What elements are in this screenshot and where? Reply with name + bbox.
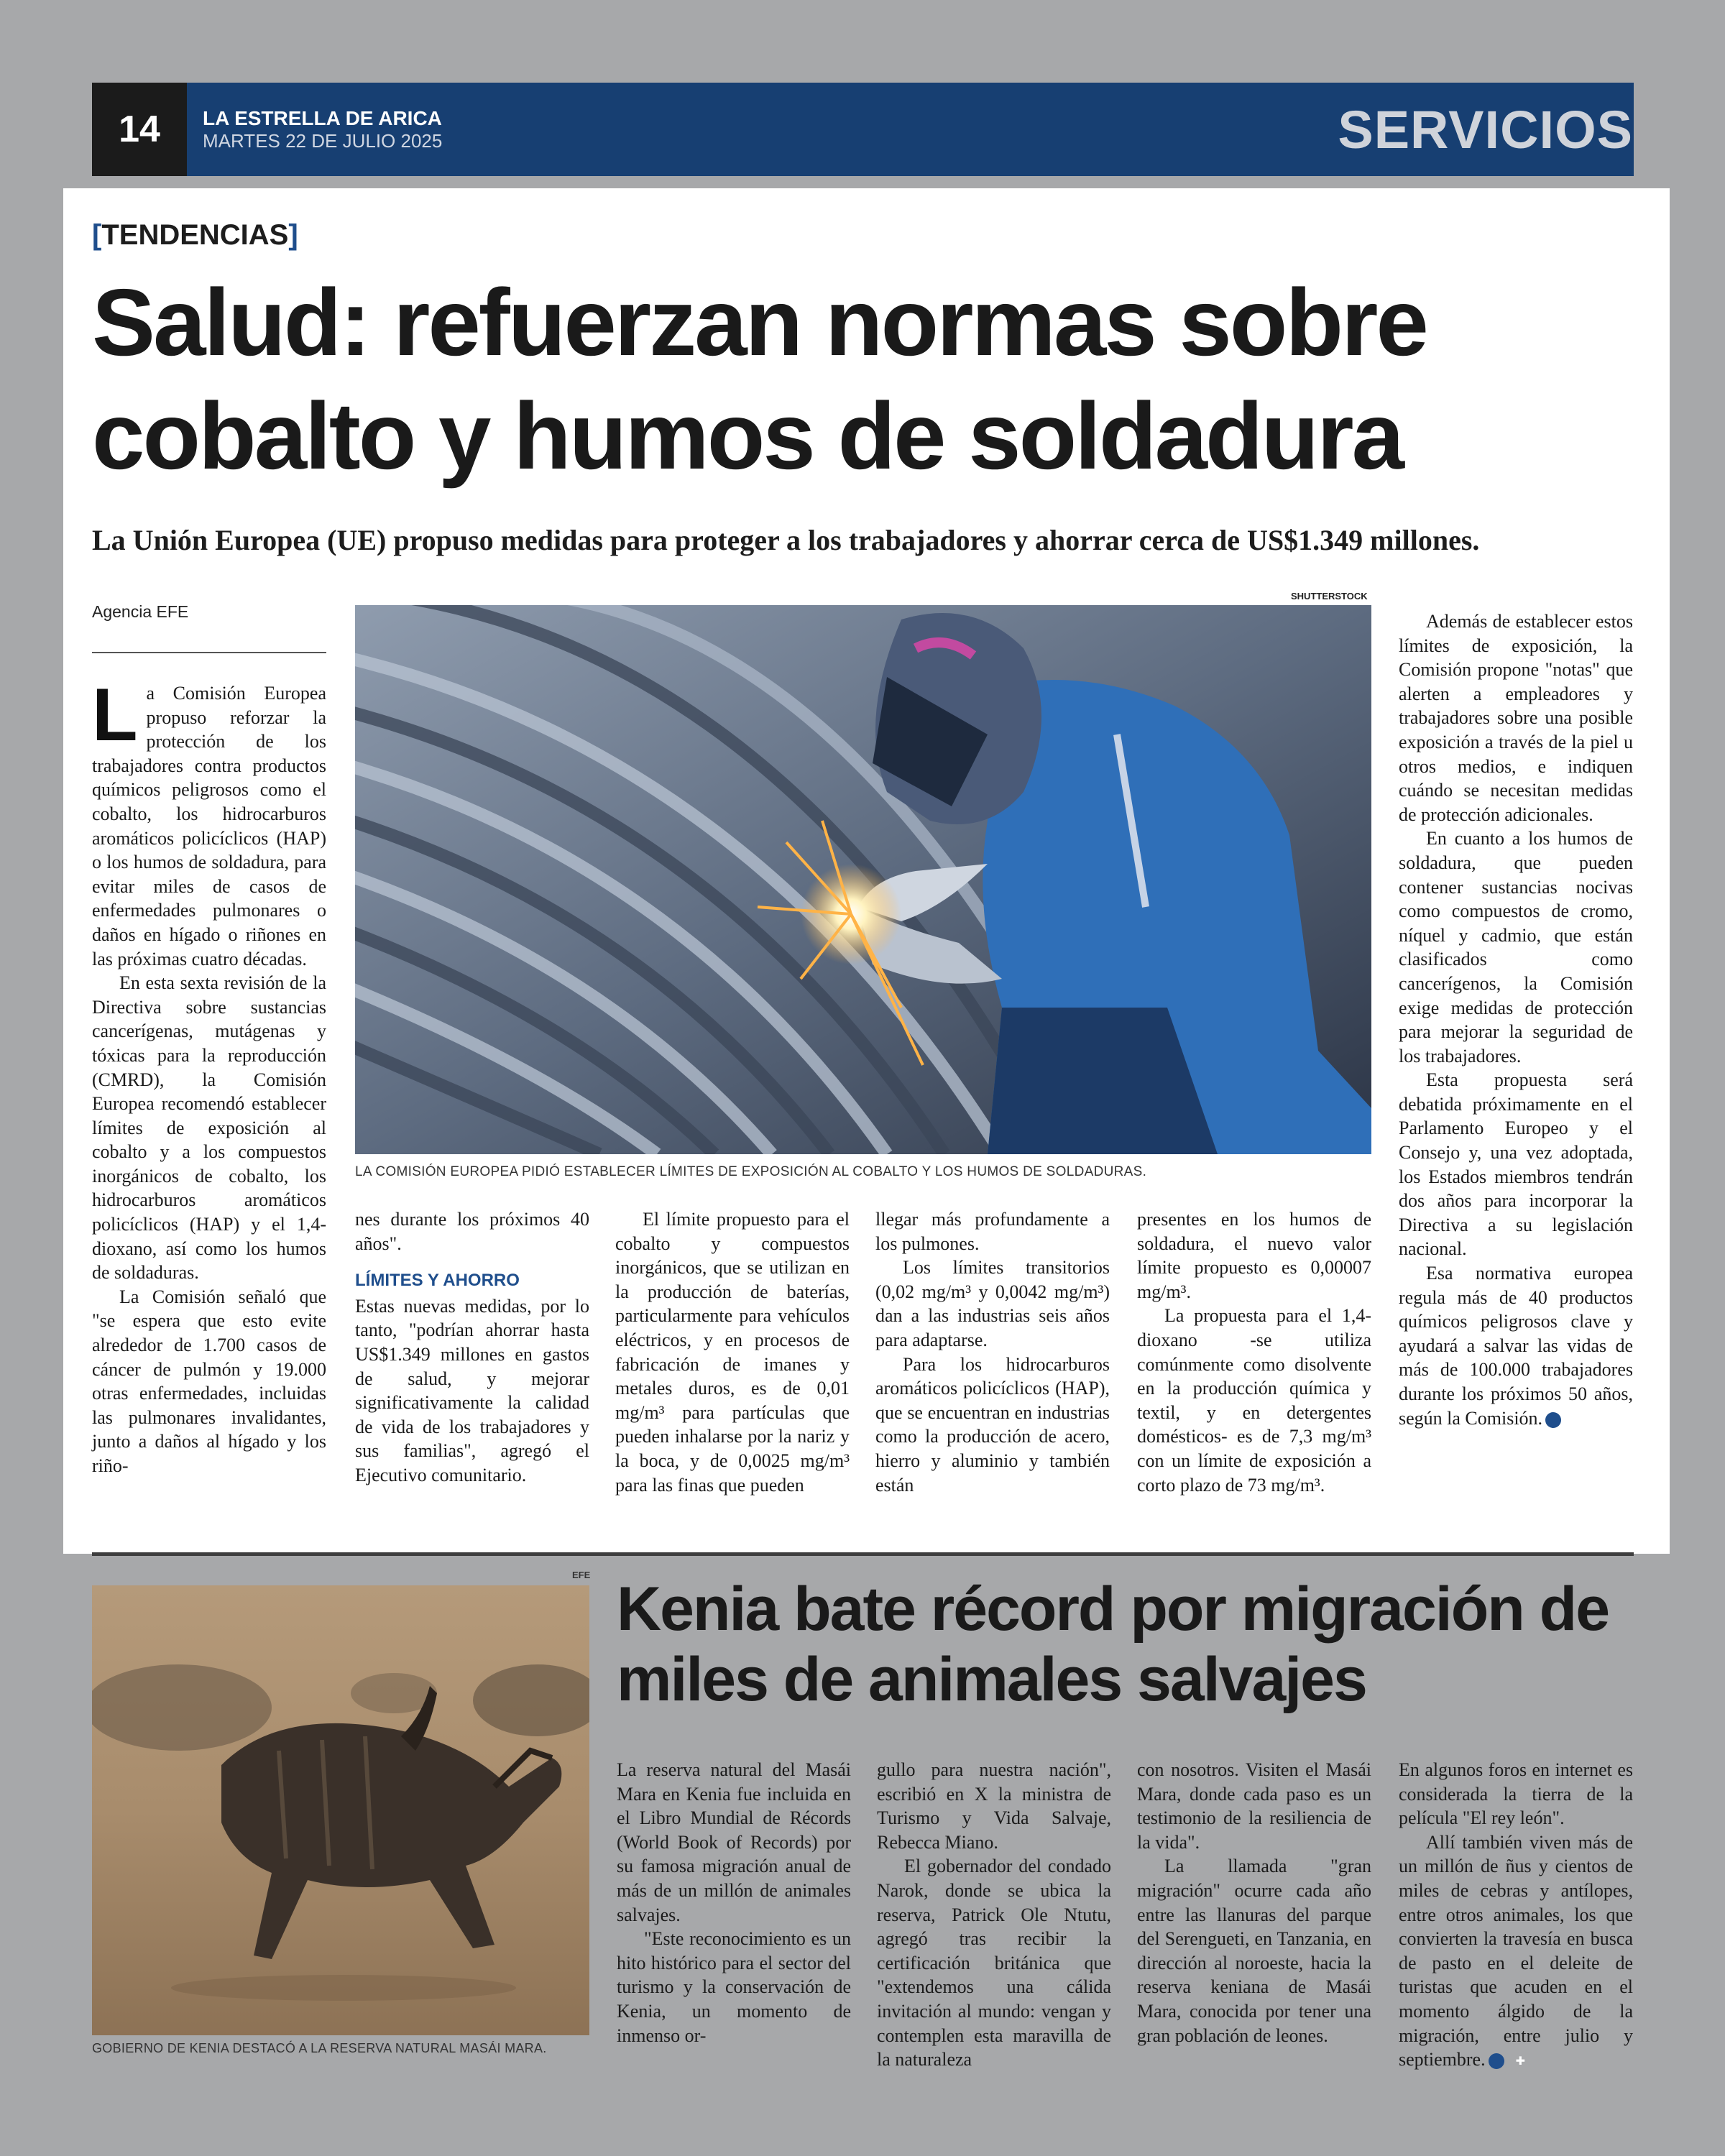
paragraph: El límite propuesto para el cobalto y compuestos inorgánicos, que se utilizan en la producción de baterías, particularmente para vehículos eléctricos, y en procesos de fabricación de imanes y metales duros, es de 0,01 mg/m³ para partículas que pueden inhalarse por la nariz y la boca, y de 0,0025 mg/m³ para las finas que pueden [615, 1209, 850, 1496]
paragraph: Para los hidrocarburos aromáticos policíclicos (HAP), que se encuentran en industrias como la producción de acero, hierro y aluminio y también están [875, 1353, 1110, 1496]
paragraph: En esta sexta revisión de la Directiva sobre sustancias cancerígenas, mutágenas y tóxicas para la reproducción (CMRD), la Comisión Europea recomendó establecer límites de exposición al cobalto y a los compuestos inorgánicos de cobalto, los hidrocarburos aromáticos policíclicos (HAP) y el 1,4-dioxano, así como los humos de soldaduras. [92, 972, 326, 1284]
article-column-2 [355, 1207, 589, 1488]
paragraph: gullo para nuestra nación", escribió en X la ministra de Turismo y Vida Salvaje, Rebecca Miano. [877, 1759, 1111, 1853]
article-column-2 [877, 1758, 1111, 2072]
end-of-article-icon: ✚ [1489, 2053, 1504, 2069]
paragraph: En algunos foros en internet es considerada la tierra de la película "El rey león". [1399, 1759, 1633, 1829]
article-column-6 [1399, 609, 1633, 1430]
main-headline: Salud: refuerzan normas sobre cobalto y humos de soldadura [92, 270, 1427, 489]
paragraph: La propuesta para el 1,4-dioxano -se utiliza comúnmente como disolvente en la producción química y textil, y en detergentes domésticos- es de 7,3 mg/m³ con un límite de exposición a corto plazo de 73 mg/m³. [1137, 1305, 1371, 1496]
paragraph: presentes en los humos de soldadura, el nuevo valor límite propuesto es 0,00007 mg/m³. [1137, 1209, 1371, 1302]
paragraph: La reserva natural del Masái Mara en Kenia fue incluida en el Libro Mundial de Récords (World Book of Records) por su famosa migración anual de más de un millón de animales salvajes. [617, 1759, 851, 1925]
article-column-1 [92, 673, 326, 1478]
issue-date: MARTES 22 DE JULIO 2025 [203, 130, 443, 152]
article-column-5 [1137, 1207, 1371, 1497]
paragraph: a Comisión Europea propuso reforzar la protección de los trabajadores contra productos químicos peligrosos como el cobalto, los hidrocarburos aromáticos policíclicos (HAP) o los humos de soldadura, para evitar miles de casos de enfermedades pulmonares o daños en hígado o riñones en las próximas cuatro décadas. [92, 683, 326, 969]
wildebeest-photo [92, 1585, 589, 2035]
newspaper-name: LA ESTRELLA DE ARICA [203, 107, 442, 129]
welder-photo [355, 605, 1371, 1154]
photo-caption: LA COMISIÓN EUROPEA PIDIÓ ESTABLECER LÍMITES DE EXPOSICIÓN AL COBALTO Y LOS HUMOS DE SOLDADURAS. [355, 1164, 1147, 1179]
paragraph: nes durante los próximos 40 años". [355, 1209, 589, 1254]
paragraph: Esa normativa europea regula más de 40 productos químicos peligrosos clave y ayudará a salvar las vidas de más de 100.000 trabajadores durante los próximos 50 años, según la Comisión. [1399, 1263, 1633, 1429]
page-number: 14 [92, 83, 187, 176]
paragraph: La Comisión señaló que "se espera que esto evite alrededor de 1.700 casos de cáncer de pulmón y 19.000 otras enfermedades, incluidas las pulmonares invalidantes, junto a daños al hígado y los riño- [92, 1286, 326, 1476]
article-deck: La Unión Europea (UE) propuso medidas para proteger a los trabajadores y ahorrar cerca de US$1.349 millones. [92, 524, 1480, 556]
paragraph: El gobernador del condado Narok, donde se ubica la reserva, Patrick Ole Ntutu, agregó tras recibir la certificación británica que "extendemos una cálida invitación al mundo: vengan y contemplen esta maravilla de la naturaleza [877, 1856, 1111, 2070]
paragraph: Estas nuevas medidas, por lo tanto, "podrían ahorrar hasta US$1.349 millones en gastos de salud, y mejorar significativamente la calidad de vida de los trabajadores y sus familias", agregó el Ejecutivo comunitario. [355, 1295, 589, 1485]
byline: Agencia EFE [92, 602, 189, 621]
paragraph: Allí también viven más de un millón de ñus y cientos de miles de cebras y antílopes, entre otros animales, los que convierten la travesía en busca de pasto en el deleite de turistas que acuden en el momento álgido de la migración, entre julio y septiembre. [1399, 1831, 1633, 2070]
paragraph: con nosotros. Visiten el Masái Mara, donde cada paso es un testimonio de la resiliencia de la vida". [1137, 1759, 1371, 1853]
paragraph: La llamada "gran migración" ocurre cada año entre las llanuras del parque del Serengueti, en Tanzania, en dirección al noroeste, hacia la reserva keniana de Masái Mara, conocida por tener una gran población de leones. [1137, 1856, 1371, 2046]
end-of-article-icon: ✚ [1545, 1412, 1561, 1428]
photo-caption: GOBIERNO DE KENIA DESTACÓ A LA RESERVA NATURAL MASÁI MARA. [92, 2041, 547, 2055]
paragraph: Además de establecer estos límites de exposición, la Comisión propone "notas" que alerten a empleadores y trabajadores sobre una posible exposición a través de la piel u otros medios, e indiquen cuándo se necesitan medidas de protección adicionales. [1399, 611, 1633, 825]
article-column-4 [1399, 1758, 1633, 2072]
paragraph: "Este reconocimiento es un hito histórico para el sector del turismo y la conservación de Kenia, un momento de inmenso or- [617, 1928, 851, 2046]
paragraph: Esta propuesta será debatida próximamente en el Parlamento Europeo y el Consejo y, una vez adoptada, los Estados miembros tendrán dos años para incorporar la Directiva a su legislación nacional. [1399, 1069, 1633, 1260]
subheading: LÍMITES Y AHORRO [355, 1271, 520, 1291]
photo-credit: EFE [572, 1570, 591, 1580]
photo-credit: SHUTTERSTOCK [1291, 591, 1368, 602]
article-column-4 [875, 1207, 1110, 1497]
kicker-text: TENDENCIAS [101, 219, 289, 251]
article-column-3 [615, 1207, 850, 1497]
second-headline: Kenia bate récord por migración de miles de animales salvajes [617, 1575, 1609, 1714]
byline-rule [92, 652, 326, 653]
section-title: SERVICIOS [1338, 99, 1633, 160]
article-column-3 [1137, 1758, 1371, 2047]
paragraph: En cuanto a los humos de soldadura, que pueden contener sustancias nocivas como compuestos de cromo, níquel y cadmio, que están clasificados como cancerígenos, la Comisión exige medidas de protección para mejorar la seguridad de los trabajadores. [1399, 828, 1633, 1067]
drop-cap: L [92, 673, 138, 757]
article-divider [92, 1552, 1634, 1556]
article-column-1 [617, 1758, 851, 2047]
paragraph: Los límites transitorios (0,02 mg/m³ y 0,0042 mg/m³) dan a las industrias seis años para adaptarse. [875, 1257, 1110, 1350]
article-kicker: [TENDENCIAS] [92, 219, 298, 251]
paragraph: llegar más profundamente a los pulmones. [875, 1209, 1110, 1254]
